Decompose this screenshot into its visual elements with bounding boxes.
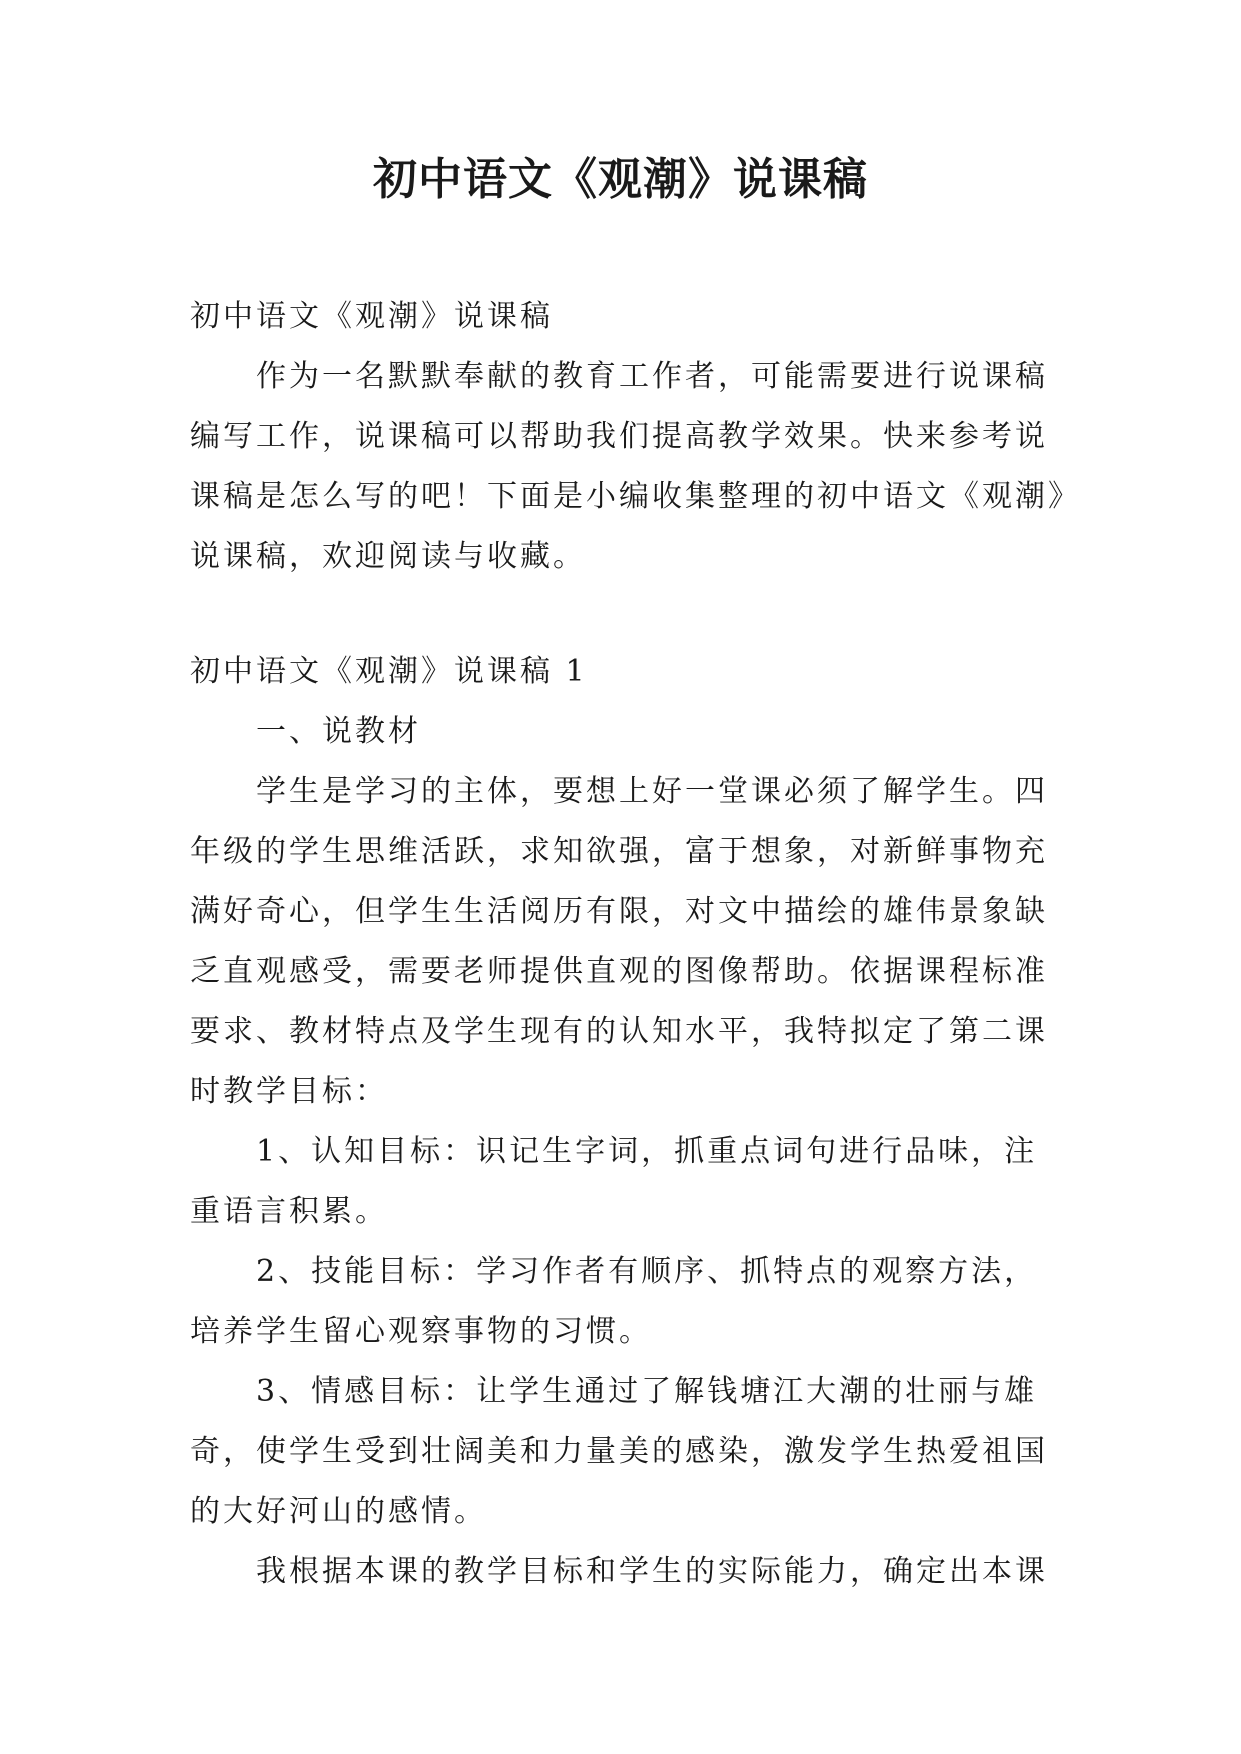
text-line: 年级的学生思维活跃，求知欲强，富于想象，对新鲜事物充 bbox=[190, 834, 1048, 869]
subsection-heading: 一、说教材 bbox=[190, 714, 421, 749]
text-line: 学生是学习的主体，要想上好一堂课必须了解学生。四 bbox=[190, 774, 1048, 809]
text-line: 课稿是怎么写的吧！下面是小编收集整理的初中语文《观潮》 bbox=[190, 479, 1081, 514]
text-line: 时教学目标： bbox=[190, 1074, 388, 1109]
text-line: 2、技能目标：学习作者有顺序、抓特点的观察方法， bbox=[190, 1254, 1038, 1289]
text-line: 培养学生留心观察事物的习惯。 bbox=[190, 1314, 652, 1349]
text-line: 重语言积累。 bbox=[190, 1194, 388, 1229]
text-line: 满好奇心，但学生生活阅历有限，对文中描绘的雄伟景象缺 bbox=[190, 894, 1048, 929]
text-line: 我根据本课的教学目标和学生的实际能力，确定出本课 bbox=[190, 1554, 1048, 1589]
text-line: 3、情感目标：让学生通过了解钱塘江大潮的壮丽与雄 bbox=[190, 1374, 1038, 1409]
text-line: 初中语文《观潮》说课稿 bbox=[190, 299, 553, 334]
text-line: 奇，使学生受到壮阔美和力量美的感染，激发学生热爱祖国 bbox=[190, 1434, 1048, 1469]
text-line: 作为一名默默奉献的教育工作者，可能需要进行说课稿 bbox=[190, 359, 1048, 394]
document-body bbox=[190, 287, 1081, 1602]
text-line: 乏直观感受，需要老师提供直观的图像帮助。依据课程标准 bbox=[190, 954, 1048, 989]
paragraph-gap bbox=[190, 587, 1060, 642]
text-line: 编写工作，说课稿可以帮助我们提高教学效果。快来参考说 bbox=[190, 419, 1048, 454]
text-line: 要求、教材特点及学生现有的认知水平，我特拟定了第二课 bbox=[190, 1014, 1048, 1049]
text-line: 说课稿，欢迎阅读与收藏。 bbox=[190, 539, 586, 574]
text-line: 1、认知目标：识记生字词，抓重点词句进行品味，注 bbox=[190, 1134, 1038, 1169]
text-line: 的大好河山的感情。 bbox=[190, 1494, 487, 1529]
document-title: 初中语文《观潮》说课稿 bbox=[373, 154, 868, 205]
section-heading: 初中语文《观潮》说课稿 1 bbox=[190, 654, 588, 689]
